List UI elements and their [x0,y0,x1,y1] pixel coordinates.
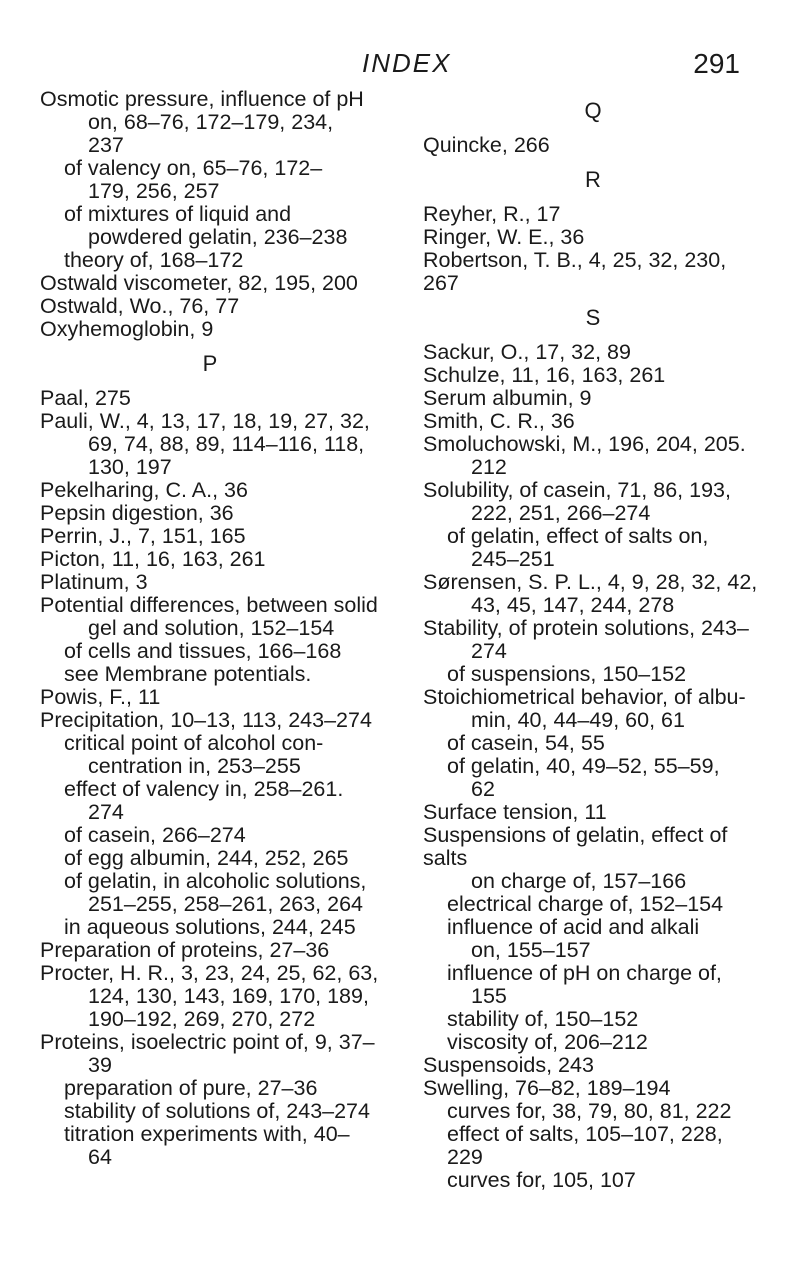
entry-line: Reyher, R., 17 [423,202,561,226]
entry-line: Ostwald viscometer, 82, 195, 200 [40,271,358,295]
entry-continuation: min, 40, 44–49, 60, 61 [471,708,685,732]
entry-continuation: 190–192, 269, 270, 272 [88,1007,316,1031]
index-entry [40,295,380,318]
index-entry [40,410,380,479]
index-subentry [40,778,380,824]
index-subentry [40,203,380,249]
entry-line: of casein, 54, 55 [447,731,605,755]
entry-continuation: on charge of, 157–166 [471,869,687,893]
entry-line: curves for, 38, 79, 80, 81, 222 [447,1099,732,1123]
entry-line: Stability, of protein solutions, 243– [423,616,749,640]
entry-line: of gelatin, 40, 49–52, 55–59, [447,754,720,778]
entry-continuation: 274 [88,800,124,824]
entry-line: theory of, 168–172 [64,248,244,272]
running-head: INDEX [362,48,452,78]
index-subentry [423,1169,763,1192]
index-entry [40,88,380,157]
entry-line: of gelatin, effect of salts on, [447,524,709,548]
entry-line: Potential differences, between solid [40,593,378,617]
index-subentry [40,1077,380,1100]
index-column-left [40,88,380,1169]
entry-line: Ringer, W. E., 36 [423,225,585,249]
index-subentry [423,1100,763,1123]
index-entry [40,548,380,571]
index-entry [423,824,763,893]
index-entry [423,364,763,387]
entry-line: Schulze, 11, 16, 163, 261 [423,363,666,387]
entry-continuation: 43, 45, 147, 244, 278 [471,593,675,617]
index-entry [40,686,380,709]
entry-continuation: 274 [471,639,507,663]
entry-line: of cells and tissues, 166–168 [64,639,342,663]
section-letter: R [585,167,601,192]
page-number: 291 [693,48,740,79]
index-subentry [40,157,380,203]
index-entry [40,962,380,1031]
entry-continuation: 222, 251, 266–274 [471,501,651,525]
index-entry [423,433,763,479]
entry-continuation: powdered gelatin, 236–238 [88,225,348,249]
entry-continuation: 39 [88,1053,112,1077]
entry-continuation: 237 [88,133,124,157]
index-entry [40,479,380,502]
section-letter: Q [584,98,602,123]
entry-line: Procter, H. R., 3, 23, 24, 25, 62, 63, [40,961,379,985]
entry-line: Picton, 11, 16, 163, 261 [40,547,266,571]
index-subentry [423,1031,763,1054]
section-letter: S [585,305,601,330]
index-entry [423,686,763,732]
index-entry [40,525,380,548]
entry-line: Swelling, 76–82, 189–194 [423,1076,671,1100]
index-entry [423,134,763,157]
entry-line: in aqueous solutions, 244, 245 [64,915,356,939]
entry-line: Smith, C. R., 36 [423,409,575,433]
entry-line: Pauli, W., 4, 13, 17, 18, 19, 27, 32, [40,409,370,433]
index-entry [40,939,380,962]
page-header [0,48,800,88]
index-entry [423,226,763,249]
index-entry [40,1031,380,1077]
index-entry [423,203,763,226]
entry-continuation: 251–255, 258–261, 263, 264 [88,892,363,916]
index-subentry [40,249,380,272]
index-subentry [40,1100,380,1123]
entry-line: Osmotic pressure, influence of pH [40,87,364,111]
entry-line: Precipitation, 10–13, 113, 243–274 [40,708,372,732]
entry-line: effect of salts, 105–107, 228, 229 [447,1122,723,1169]
entry-continuation: gel and solution, 152–154 [88,616,335,640]
entry-line: of gelatin, in alcoholic solutions, [64,869,367,893]
index-entry [423,387,763,410]
entry-line: Ostwald, Wo., 76, 77 [40,294,240,318]
index-entry [40,502,380,525]
index-entry [423,479,763,525]
entry-line: critical point of alcohol con- [64,731,324,755]
entry-continuation: on, 68–76, 172–179, 234, [88,110,334,134]
entry-continuation: 62 [471,777,495,801]
entry-line: Suspensoids, 243 [423,1053,594,1077]
index-entry [40,387,380,410]
index-entry [423,249,763,295]
index-entry [423,1054,763,1077]
entry-line: effect of valency in, 258–261. [64,777,344,801]
entry-line: stability of, 150–152 [447,1007,639,1031]
entry-line: Preparation of proteins, 27–36 [40,938,330,962]
index-entry [423,1077,763,1100]
section-letter: P [202,351,218,376]
index-entry [40,272,380,295]
index-subentry [423,663,763,686]
index-subentry [40,663,380,686]
entry-line: of suspensions, 150–152 [447,662,687,686]
entry-continuation: 69, 74, 88, 89, 114–116, 118, [88,432,365,456]
index-subentry [40,824,380,847]
index-subentry [423,893,763,916]
index-entry [423,801,763,824]
entry-continuation: 64 [88,1145,112,1169]
index-subentry [40,916,380,939]
index-subentry [423,1008,763,1031]
entry-line: Stoichiometrical behavior, of albu- [423,685,746,709]
entry-line: of mixtures of liquid and [64,202,292,226]
entry-line: Smoluchowski, M., 196, 204, 205. [423,432,746,456]
entry-line: preparation of pure, 27–36 [64,1076,318,1100]
entry-line: titration experiments with, 40– [64,1122,350,1146]
entry-line: Pepsin digestion, 36 [40,501,234,525]
index-entry [423,571,763,617]
index-subentry [423,962,763,1008]
entry-line: Pekelharing, C. A., 36 [40,478,248,502]
entry-continuation: 245–251 [471,547,555,571]
index-entry [40,594,380,640]
entry-line: of valency on, 65–76, 172– [64,156,323,180]
index-subentry [40,640,380,663]
entry-continuation: 155 [471,984,507,1008]
entry-line: Platinum, 3 [40,570,148,594]
entry-line: viscosity of, 206–212 [447,1030,648,1054]
index-subentry [423,732,763,755]
index-entry [40,709,380,732]
index-subentry [423,525,763,571]
entry-line: of casein, 266–274 [64,823,246,847]
entry-line: electrical charge of, 152–154 [447,892,724,916]
index-entry [423,410,763,433]
entry-line: curves for, 105, 107 [447,1168,636,1192]
entry-line: of egg albumin, 244, 252, 265 [64,846,349,870]
index-subentry [40,847,380,870]
entry-line: Powis, F., 11 [40,685,161,709]
entry-continuation: 179, 256, 257 [88,179,220,203]
entry-line: Sackur, O., 17, 32, 89 [423,340,631,364]
index-subentry [40,1123,380,1169]
entry-continuation: 130, 197 [88,455,172,479]
entry-line: Robertson, T. B., 4, 25, 32, 230, 267 [423,248,727,295]
entry-line: Proteins, isoelectric point of, 9, 37– [40,1030,375,1054]
index-entry [423,341,763,364]
entry-line: Surface tension, 11 [423,800,607,824]
index-subentry [423,755,763,801]
entry-line: Suspensions of gelatin, effect of salts [423,823,728,870]
entry-continuation: 124, 130, 143, 169, 170, 189, [88,984,369,1008]
entry-line: Oxyhemoglobin, 9 [40,317,214,341]
entry-line: Paal, 275 [40,386,131,410]
entry-line: Perrin, J., 7, 151, 165 [40,524,246,548]
entry-continuation: on, 155–157 [471,938,591,962]
entry-line: Quincke, 266 [423,133,550,157]
index-entry [423,617,763,663]
entry-line: Solubility, of casein, 71, 86, 193, [423,478,731,502]
index-subentry [40,870,380,916]
index-subentry [423,1123,763,1169]
entry-line: see Membrane potentials. [64,662,312,686]
entry-line: influence of pH on charge of, [447,961,722,985]
index-column-right [423,88,763,1192]
index-entry [40,318,380,341]
entry-continuation: 212 [471,455,507,479]
entry-line: stability of solutions of, 243–274 [64,1099,370,1123]
entry-line: Sørensen, S. P. L., 4, 9, 28, 32, 42, [423,570,758,594]
index-subentry [423,916,763,962]
entry-line: influence of acid and alkali [447,915,700,939]
entry-line: Serum albumin, 9 [423,386,592,410]
index-entry [40,571,380,594]
entry-continuation: centration in, 253–255 [88,754,301,778]
index-subentry [40,732,380,778]
